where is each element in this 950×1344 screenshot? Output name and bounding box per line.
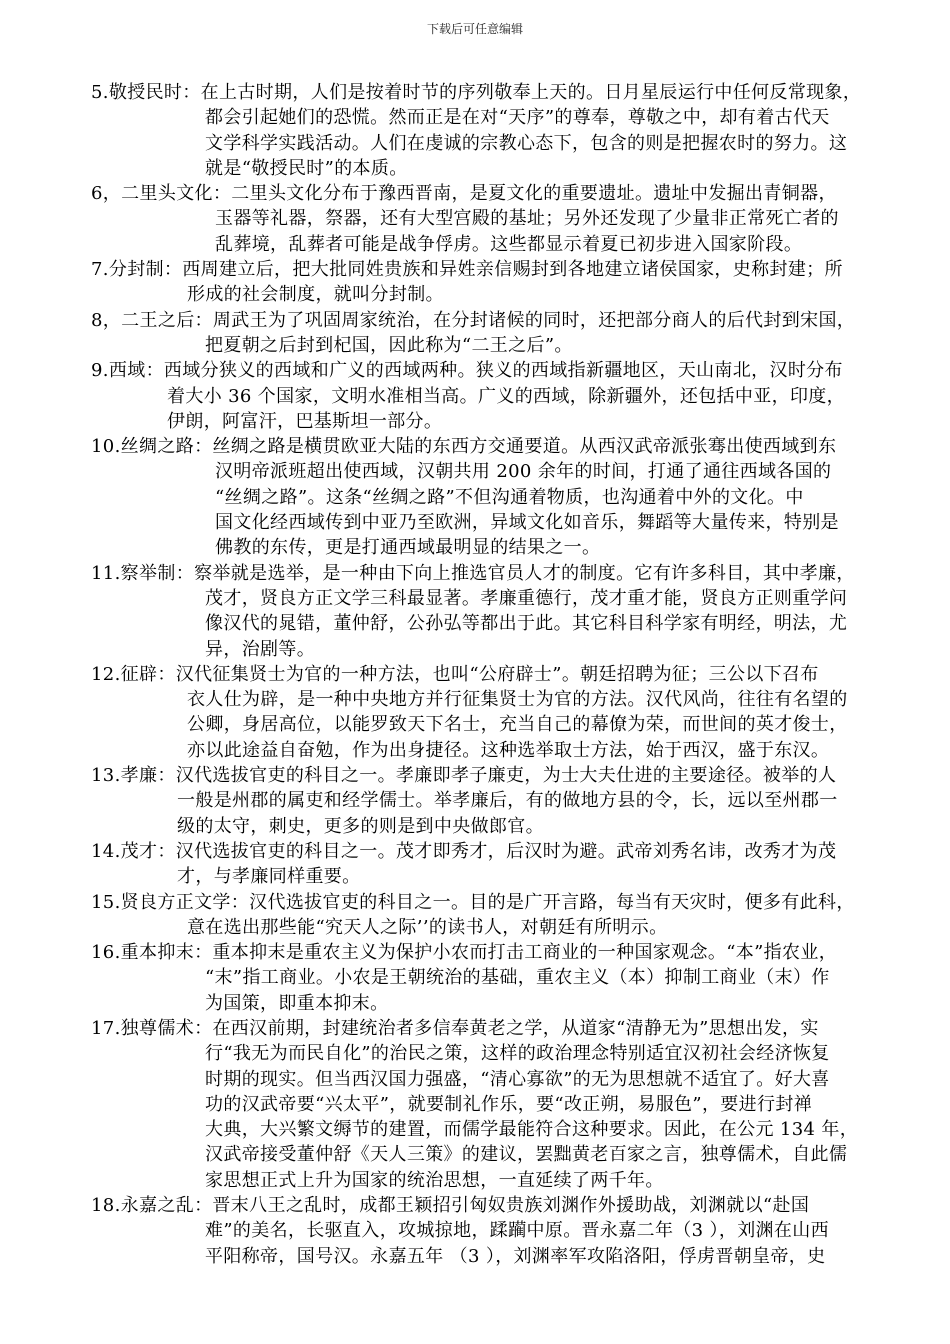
entry-line: 平阳称帝，国号汉。永嘉五年 （3 ），刘渊率军攻陷洛阳，俘虏晋朝皇帝，史	[205, 1245, 826, 1267]
entry-line: 文学科学实践活动。人们在虔诚的宗教心态下，包含的则是把握农时的努力。这	[205, 132, 848, 154]
entry-xianliang-fangzheng	[91, 890, 901, 941]
entry-maocai	[91, 839, 901, 890]
entry-line: 茂才，贤良方正文学三科最显著。孝廉重德行，茂才重才能，贤良方正则重学问	[205, 587, 848, 609]
entry-line: 汉明帝派班超出使西域，汉朝共用 200 余年的时间，打通了通往西域各国的	[215, 461, 832, 483]
entry-line: 级的太守，刺史，更多的则是到中央做郎官。	[177, 815, 544, 837]
entry-line: 汉武帝接受董仲舒《天人三策》的建议，罢黜黄老百家之言，独尊儒术，自此儒	[205, 1144, 848, 1166]
entry-line: 6，二里头文化：二里头文化分布于豫西晋南，是夏文化的重要遗址。遗址中发掘出青铜器，	[91, 183, 837, 205]
entry-erwang-zhihou	[91, 308, 901, 359]
entry-line: 异，治剧等。	[205, 638, 316, 660]
entry-line: 公卿，身居高位，以能罗致天下名士，充当自己的幕僚为荣，而世间的英才俊士，	[187, 714, 848, 736]
entry-line: 18.永嘉之乱：晋末八王之乱时，成都王颖招引匈奴贵族刘渊作外援助战，刘渊就以“赴国	[91, 1195, 810, 1217]
entry-line: 16.重本抑末：重本抑末是重农主义为保护小农而打击工商业的一种国家观念。“本”指农业，	[91, 942, 838, 964]
entry-line: 14.茂才：汉代选拔官吏的科目之一。茂才即秀才，后汉时为避。武帝刘秀名讳，改秀才为茂	[91, 840, 837, 862]
entry-line: 玉器等礼器，祭器，还有大型宫殿的基址；另外还发现了少量非正常死亡者的	[215, 208, 839, 230]
entry-line: 5.敬授民时：在上古时期，人们是按着时节的序列敬奉上天的。日月星辰运行中任何反常现象，	[91, 82, 862, 103]
entry-line: 衣人仕为辟，是一种中央地方并行征集贤士为官的方法。汉代风尚，往往有名望的	[187, 689, 848, 711]
entry-line: 大典，大兴繁文缛节的建置，而儒学最能符合这种要求。因此，在公元 134 年，	[205, 1119, 859, 1141]
entry-jingshou-minshi	[91, 80, 901, 181]
entry-line: 才，与孝廉同样重要。	[177, 866, 361, 888]
entry-line: 11.察举制：察举就是选举，是一种由下向上推选官员人才的制度。它有许多科目，其中孝廉，	[91, 562, 855, 584]
entry-line: 7.分封制：西周建立后，把大批同姓贵族和异姓亲信赐封到各地建立诸侯国家，史称封建；所	[91, 259, 843, 281]
entry-silk-road	[91, 434, 901, 560]
entry-line: 难”的美名，长驱直入，攻城掠地，蹂躏中原。晋永嘉二年（3 ），刘渊在山西	[205, 1220, 829, 1242]
entry-line: “丝绸之路”。这条“丝绸之路”不但沟通着物质，也沟通着中外的文化。中	[215, 486, 804, 508]
entry-erlitou-culture	[91, 181, 901, 257]
entry-line: 着大小 36 个国家，文明水准相当高。广义的西域，除新疆外，还包括中亚，印度，	[167, 385, 845, 407]
entry-yongjia-rebellion	[91, 1193, 901, 1269]
entry-line: 就是“敬授民时”的本质。	[205, 157, 408, 179]
entry-line: 一般是州郡的属吏和经学儒士。举孝廉后，有的做地方县的令，长，远以至州郡一	[177, 790, 838, 812]
entry-line: 像汉代的晁错，董仲舒，公孙弘等都出于此。其它科目科学家有明经，明法，尤	[205, 613, 848, 635]
entry-xiyu	[91, 358, 901, 434]
entry-line: 佛教的东传，更是打通西域最明显的结果之一。	[215, 537, 601, 559]
entry-duzun-rushu	[91, 1016, 901, 1193]
entry-xiaolian	[91, 763, 901, 839]
entry-line: 意在选出那些能“究天人之际’’的读书人，对朝廷有所明示。	[187, 916, 668, 938]
entry-line: 17.独尊儒术：在西汉前期，封建统治者多信奉黄老之学，从道家“清静无为”思想出发，实	[91, 1017, 819, 1039]
entry-line: 为国策，即重本抑末。	[205, 992, 389, 1014]
entry-line: 15.贤良方正文学：汉代选拔官吏的科目之一。目的是广开言路，每当有天灾时，便多有此科，	[91, 891, 855, 913]
page-header: 下载后可任意编辑	[426, 22, 523, 36]
entry-line: 8，二王之后：周武王为了巩固周家统治，在分封诸候的同时，还把部分商人的后代封到宋国，	[91, 309, 856, 331]
entry-line: 功的汉武帝要“兴太平”，就要制礼作乐，要“改正朔，易服色”，要进行封禅	[205, 1093, 813, 1115]
entry-line: 10.丝绸之路：丝绸之路是横贯欧亚大陆的东西方交通要道。从西汉武帝派张骞出使西域到东	[91, 436, 837, 458]
entry-zhongben-yimo	[91, 940, 901, 1016]
entry-fenfeng-system	[91, 257, 901, 308]
entry-line: 时期的现实。但当西汉国力强盛，“清心寡欲”的无为思想就不适宜了。好大喜	[205, 1068, 830, 1090]
entry-line: 乱葬境，乱葬者可能是战争俘虏。这些都显示着夏已初步进入国家阶段。	[215, 233, 803, 255]
entry-line: 13.孝廉：汉代选拔官吏的科目之一。孝廉即孝子廉吏，为士大夫仕进的主要途径。被举的人	[91, 765, 837, 787]
entry-line: 伊朗，阿富汗，巴基斯坦一部分。	[167, 410, 443, 432]
entry-line: 9.西域：西域分狭义的西域和广义的西域两种。狭义的西域指新疆地区，天山南北，汉时分布	[91, 360, 843, 382]
entry-line: 国文化经西域传到中亚乃至欧洲，异域文化如音乐，舞蹈等大量传来，特别是	[215, 512, 839, 534]
document-body	[91, 80, 901, 1269]
entry-line: 亦以此途益自奋勉，作为出身捷径。这种选举取士方法，始于西汉，盛于东汉。	[187, 739, 830, 761]
entry-line: 都会引起她们的恐慌。然而正是在对“天序”的尊奉，尊敬之中，却有着古代天	[205, 107, 830, 129]
entry-line: 把夏朝之后封到杞国，因此称为“二王之后”。	[205, 334, 573, 356]
entry-zhengbi	[91, 662, 901, 763]
entry-line: 家思想正式上升为国家的统治思想，一直延续了两千年。	[205, 1169, 664, 1191]
entry-line: 形成的社会制度，就叫分封制。	[187, 284, 444, 306]
entry-line: 12.征辟：汉代征集贤士为官的一种方法，也叫“公府辟士”。朝廷招聘为征；三公以下召布	[91, 663, 819, 685]
entry-line: “末”指工商业。小农是王朝统治的基础，重农主义（本）抑制工商业（末）作	[205, 967, 830, 989]
entry-line: 行“我无为而民自化”的治民之策，这样的政治理念特别适宜汉初社会经济恢复	[205, 1043, 830, 1065]
entry-chaju-system	[91, 561, 901, 662]
